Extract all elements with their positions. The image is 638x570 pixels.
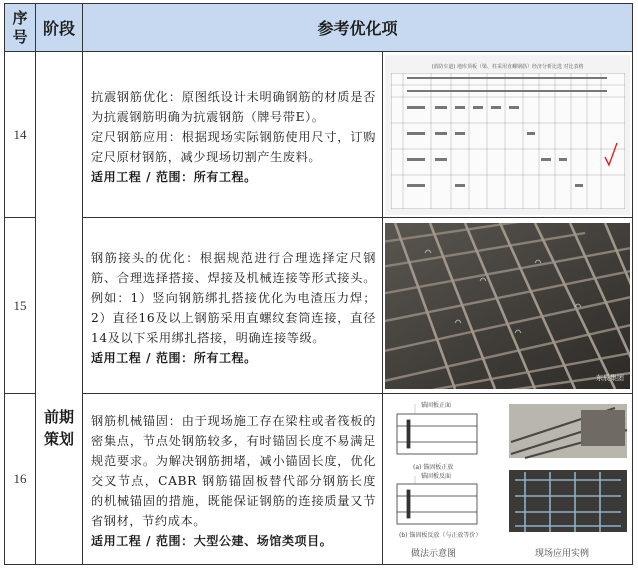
header-seq-line2: 号 <box>12 27 28 46</box>
scope-text: 适用工程 / 范围：所有工程。 <box>91 350 257 365</box>
row-image-cell <box>383 394 633 565</box>
row-description <box>83 218 383 394</box>
anchor-plate-figures <box>385 396 630 562</box>
row-image-cell <box>383 52 633 218</box>
optimization-table <box>4 3 633 565</box>
header-seq <box>5 4 36 52</box>
row-number: 15 <box>5 218 36 394</box>
table-row-16 <box>5 394 633 565</box>
description-paragraph: 钢筋机械锚固：由于现场施工存在梁柱或者筏板的密集点，节点处钢筋较多，有时锚固长度不易满足规范要求。为解决钢筋拥堵，减小锚固长度，优化交叉节点，CABR 钢筋锚固板替代部分钢筋长度的机械锚固的措施，既能保证钢筋的连接质量又节省钢材，节约成本。 <box>91 414 376 528</box>
watermark: 东辰集团 <box>596 373 625 382</box>
table-row-14 <box>5 52 633 218</box>
stage-label-line1: 前期 <box>43 408 74 426</box>
scope-text: 适用工程 / 范围：所有工程。 <box>91 169 257 184</box>
spreadsheet-image <box>385 55 630 215</box>
header-item: 参考优化项 <box>83 4 633 52</box>
header-seq-line1: 序 <box>12 8 28 27</box>
row-description <box>83 52 383 218</box>
rebar-photo <box>385 223 630 389</box>
description-paragraph: 定尺钢筋应用：根据现场实际钢筋使用尺寸，订购定尺原材钢筋，减少现场切割产生废料。 <box>91 129 376 164</box>
spreadsheet-grid-graphic <box>391 73 625 209</box>
header-stage: 阶段 <box>36 4 83 52</box>
rebar-mesh-graphic <box>385 223 630 389</box>
stage-cell <box>36 52 83 565</box>
diagram-label-bottom: 锚固板反面 <box>421 473 452 480</box>
row-number: 14 <box>5 52 36 218</box>
row-image-cell <box>383 218 633 394</box>
row-description <box>83 394 383 565</box>
row-number: 16 <box>5 394 36 565</box>
stage-label-line2: 策划 <box>43 430 74 448</box>
diagram-label-top: 锚固板正面 <box>421 402 452 409</box>
diagram-caption-left: 做法示意图 <box>411 549 457 559</box>
diagram-label-b: (b) 锚固板反放（与正放等价） <box>399 532 482 539</box>
header-row <box>5 4 633 52</box>
description-paragraph: 钢筋接头的优化：根据规范进行合理选择定尺钢筋、合理选择搭接、焊接及机械连接等形式接头。例如：1）竖向钢筋绑扎搭接优化为电渣压力焊；2）直径16及以上钢筋采用直螺纹套筒连接，直径14及以下采用绑扎搭接，明确连接等级。 <box>91 250 376 345</box>
scope-text: 适用工程 / 范围：大型公建、场馆类项目。 <box>91 534 333 548</box>
diagram-caption-right: 现场应用实例 <box>535 549 590 559</box>
description-paragraph: 抗震钢筋优化：原图纸设计未明确钢筋的材质是否为抗震钢筋明确为抗震钢筋（牌号带E）。 <box>91 89 376 124</box>
spreadsheet-title: (消防车道) 地库顶板（梁、柱采用直螺钢筋）经济分析比选 对比表格 <box>431 63 584 70</box>
table-row-15 <box>5 218 633 394</box>
diagram-label-a: (a) 锚固板正放 <box>413 464 454 471</box>
